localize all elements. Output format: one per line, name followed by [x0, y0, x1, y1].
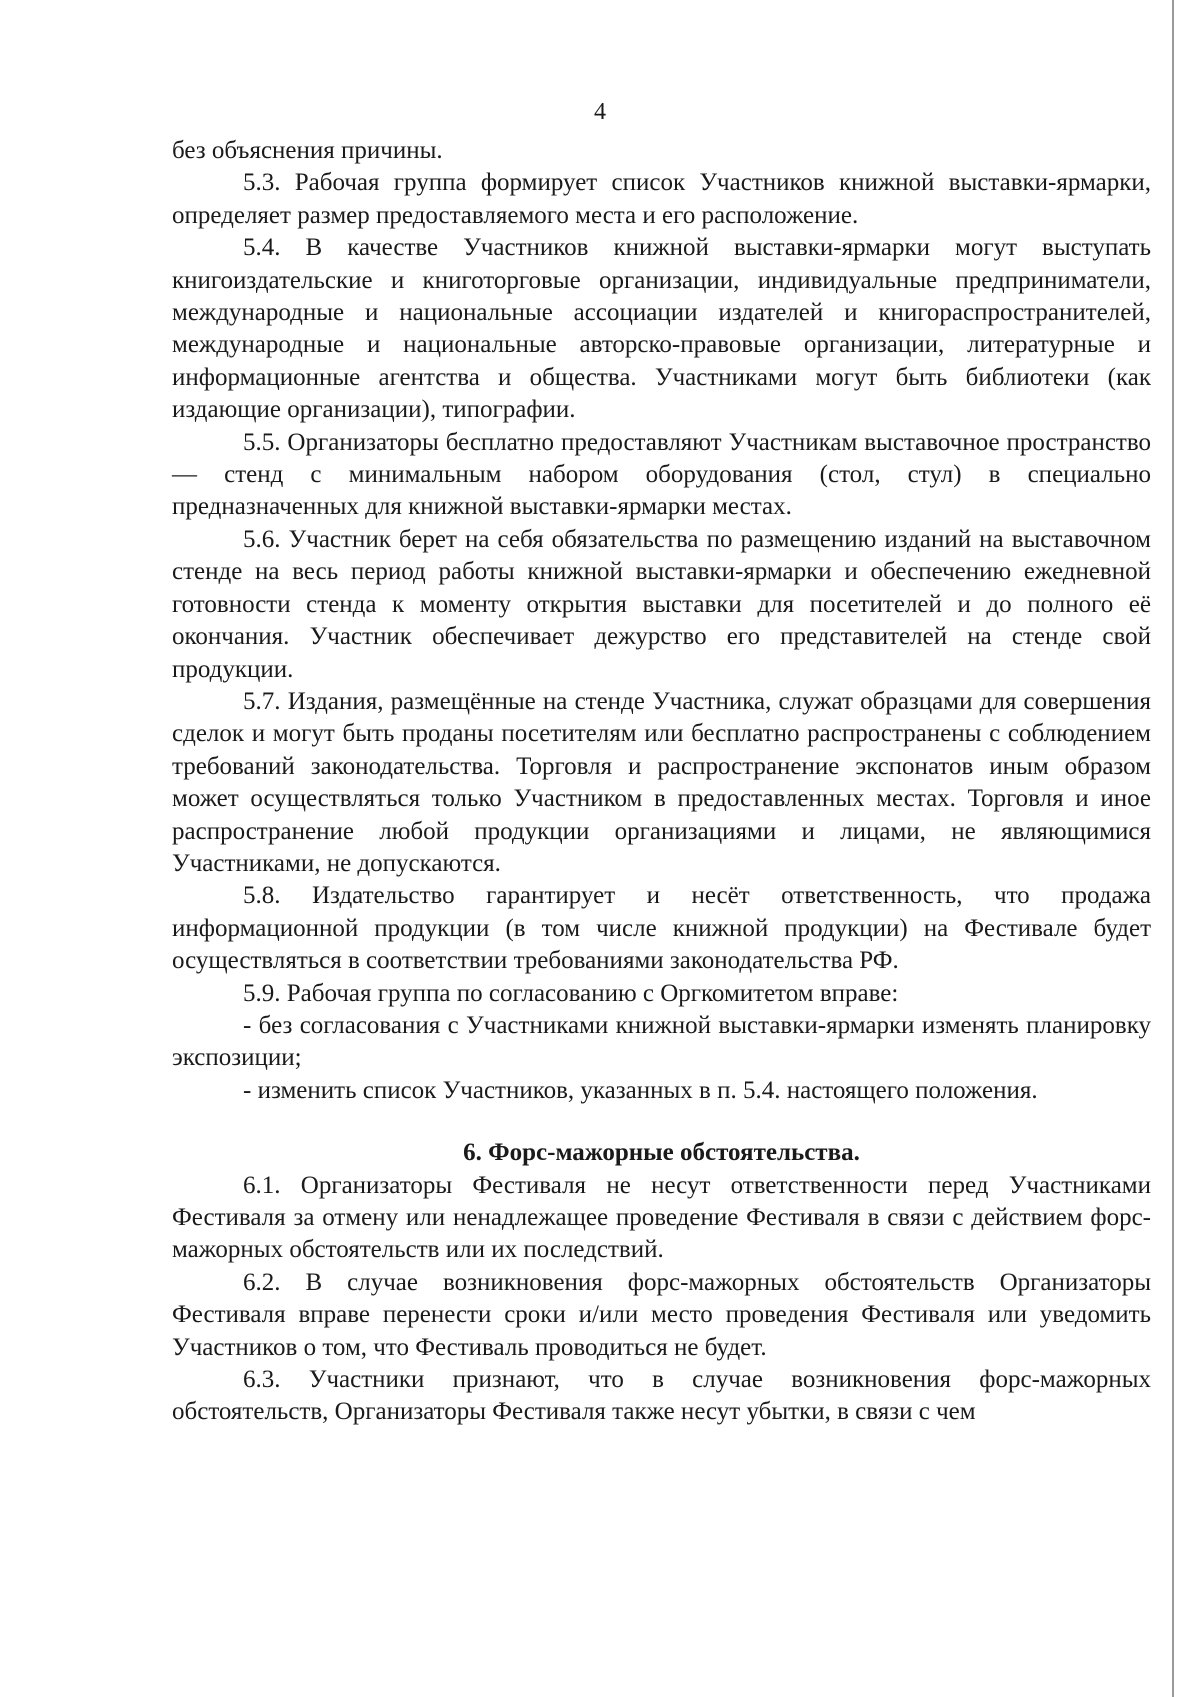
- paragraph-5-5: 5.5. Организаторы бесплатно предоставляют Участникам выставочное пространство — стенд с минимальным набором оборудования (стол, стул) в специально предназначенных для книжной выставки-ярмарки местах.: [172, 428, 1151, 521]
- paragraph-5-8: 5.8. Издательство гарантирует и несёт ответственность, что продажа информационной продукции (в том числе книжной продукции) на Фестивале будет осуществляться в соответствии требованиями законодательства РФ.: [172, 882, 1151, 975]
- paragraph-5-9: 5.9. Рабочая группа по согласованию с Оргкомитетом вправе:: [243, 979, 899, 1007]
- paragraph-6-1: 6.1. Организаторы Фестиваля не несут ответственности перед Участниками Фестиваля за отмену или ненадлежащее проведение Фестиваля в связи с действием форс-мажорных обстоятельств или их последствий.: [172, 1171, 1151, 1264]
- paragraph-6-3: 6.3. Участники признают, что в случае возникновения форс-мажорных обстоятельств, Организаторы Фестиваля также несут убытки, в связи с чем: [172, 1366, 1151, 1426]
- page-edge-line: [1172, 0, 1174, 1697]
- paragraph-5-4: 5.4. В качестве Участников книжной выставки-ярмарки могут выступать книгоиздательские и книготорговые организации, индивидуальные предприниматели, международные и национальные ассоциации издателей и книгораспространителей, международные и национальные авторско-правовые организации, литературные и информационные агентства и общества. Участниками могут быть библиотеки (как издающие организации), типографии.: [172, 234, 1151, 424]
- paragraph-6-2: 6.2. В случае возникновения форс-мажорных обстоятельств Организаторы Фестиваля вправе перенести сроки и/или место проведения Фестиваля или уведомить Участников о том, что Фестиваль проводиться не будет.: [172, 1268, 1151, 1361]
- paragraph-continuation: без объяснения причины.: [172, 137, 443, 164]
- section-heading-6: 6. Форс-мажорные обстоятельства.: [463, 1139, 860, 1167]
- paragraph-5-3: 5.3. Рабочая группа формирует список Участников книжной выставки-ярмарки, определяет размер предоставляемого места и его расположение.: [172, 169, 1151, 229]
- paragraph-5-7: 5.7. Издания, размещённые на стенде Участника, служат образцами для совершения сделок и могут быть проданы посетителям или бесплатно распространены с соблюдением требований законодательства. Торговля и распространение экспонатов иным образом может осуществляться только Участником в предоставленных местах. Торговля и иное распространение любой продукции организациями и лицами, не являющимися Участниками, не допускаются.: [172, 687, 1151, 877]
- paragraph-5-9-item-1: - без согласования с Участниками книжной выставки-ярмарки изменять планировку экспозиции;: [172, 1011, 1151, 1072]
- page-number: 4: [594, 99, 606, 125]
- paragraph-5-9-item-2: - изменить список Участников, указанных в п. 5.4. настоящего положения.: [243, 1076, 1038, 1104]
- paragraph-5-6: 5.6. Участник берет на себя обязательства по размещению изданий на выставочном стенде на весь период работы книжной выставки-ярмарки и обеспечению ежедневной готовности стенда к моменту открытия выставки для посетителей и до полного её окончания. Участник обеспечивает дежурство его представителей на стенде свой продукции.: [172, 525, 1151, 683]
- document-body: [172, 135, 1151, 1429]
